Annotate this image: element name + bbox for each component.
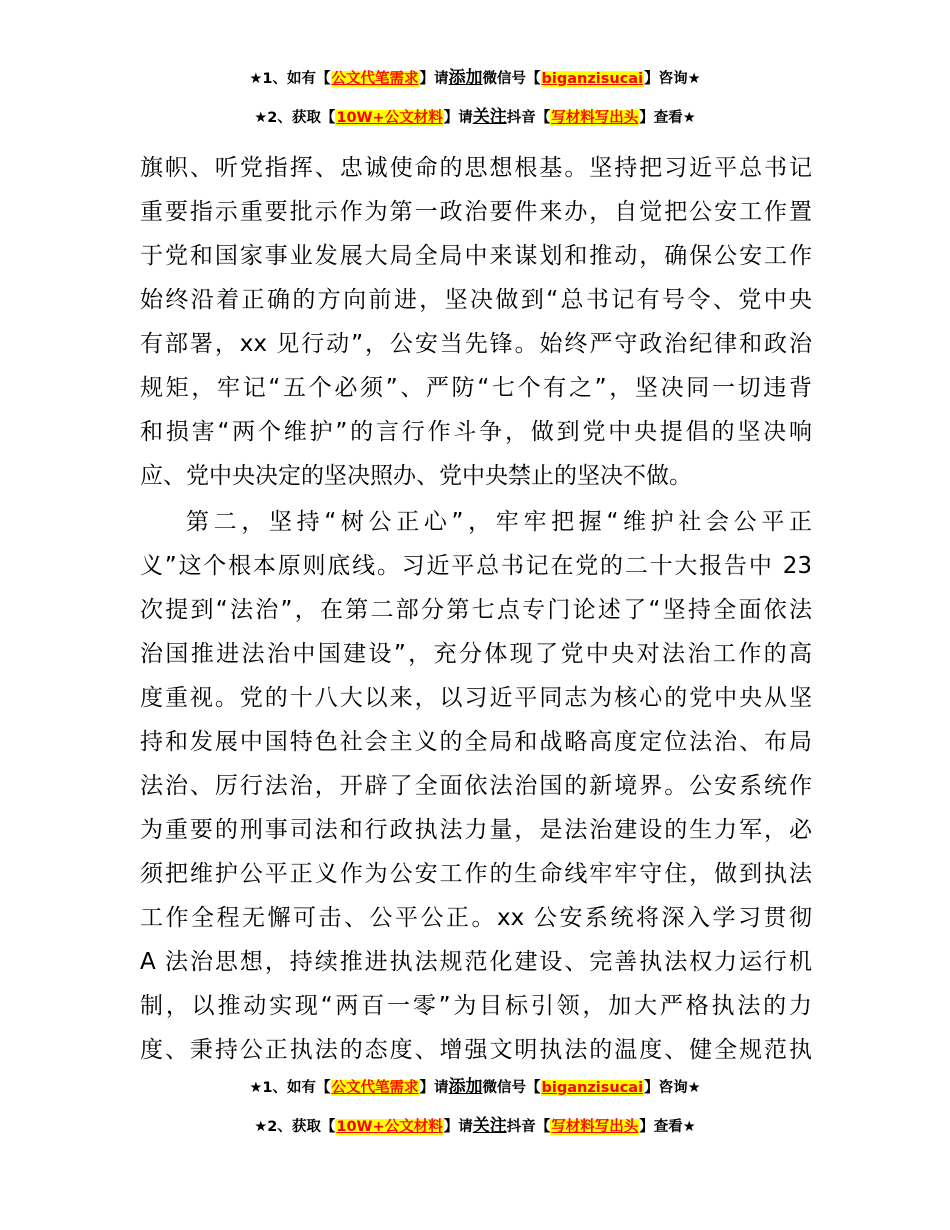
footer-promo-line-2 [0,1116,950,1137]
footer-line2-highlight-materials: 10W+公文材料 [336,1119,443,1135]
body-line: 义”这个根本原则底线。习近平总书记在党的二十大报告中 23 [140,553,812,579]
header-line1-highlight-service: 公文代笔需求 [331,71,419,87]
body-line: 度、秉持公正执法的态度、增强文明执法的温度、健全规范执 [140,1037,812,1063]
body-line: 为重要的刑事司法和行政执法力量，是法治建设的生力军，必 [140,817,812,843]
footer-line2-prefix: ★2、获取【 [254,1119,336,1135]
footer-line1-mid2: 微信号【 [482,1080,541,1096]
footer-line1-suffix: 】咨询★ [644,1080,701,1096]
body-line: 法治、厉行法治，开辟了全面依法治国的新境界。公安系统作 [140,773,812,799]
header-promo-line-1 [0,68,950,89]
footer-line2-emphasis: 关注 [472,1116,507,1136]
body-line: 工作全程无懈可击、公平公正。xx 公安系统将深入学习贯彻 [140,905,812,931]
header-line2-mid2: 抖音【 [506,110,551,126]
footer-line2-mid2: 抖音【 [506,1119,551,1135]
body-line: 于党和国家事业发展大局全局中来谋划和推动，确保公安工作 [140,243,812,269]
body-line: 度重视。党的十八大以来，以习近平同志为核心的党中央从坚 [140,685,812,711]
body-line-paragraph-start: 第二，坚持“树公正心”，牢牢把握“维护社会公平正 [186,509,812,535]
footer-line2-mid1: 】请 [443,1119,473,1135]
header-line2-prefix: ★2、获取【 [254,110,336,126]
body-line: 始终沿着正确的方向前进，坚决做到“总书记有号令、党中央 [140,287,812,313]
body-line: 规矩，牢记“五个必须”、严防“七个有之”，坚决同一切违背 [140,375,812,401]
body-line: 须把维护公平正义作为公安工作的生命线牢牢守住，做到执法 [140,861,812,887]
header-line1-emphasis: 添加 [448,68,483,88]
body-line: 有部署，xx 见行动”，公安当先锋。始终严守政治纪律和政治 [140,331,812,357]
body-line: 次提到“法治”，在第二部分第七点专门论述了“坚持全面依法 [140,597,812,623]
body-line: A 法治思想，持续推进执法规范化建设、完善执法权力运行机 [140,949,812,975]
body-line: 持和发展中国特色社会主义的全局和战略高度定位法治、布局 [140,729,812,755]
body-line: 制，以推动实现“两百一零”为目标引领，加大严格执法的力 [140,993,812,1019]
footer-promo-line-1 [0,1077,950,1098]
header-line1-mid2: 微信号【 [482,71,541,87]
header-line2-mid1: 】请 [443,110,473,126]
document-body [140,146,812,1072]
header-line2-highlight-douyin: 写材料写出头 [551,110,639,126]
footer-line1-emphasis: 添加 [448,1077,483,1097]
body-line-paragraph-end: 应、党中央决定的坚决照办、党中央禁止的坚决不做。 [140,463,692,489]
body-line: 和损害“两个维护”的言行作斗争，做到党中央提倡的坚决响 [140,419,812,445]
header-line2-suffix: 】查看★ [639,110,696,126]
body-line: 旗帜、听党指挥、忠诚使命的思想根基。坚持把习近平总书记 [140,155,812,181]
header-line1-suffix: 】咨询★ [644,71,701,87]
footer-line2-suffix: 】查看★ [639,1119,696,1135]
footer-line2-highlight-douyin: 写材料写出头 [551,1119,639,1135]
footer-line1-highlight-service: 公文代笔需求 [331,1080,419,1096]
footer-line1-mid1: 】请 [419,1080,449,1096]
body-line: 重要指示重要批示作为第一政治要件来办，自觉把公安工作置 [140,199,812,225]
header-promo-line-2 [0,107,950,128]
header-line1-highlight-wechat: biganzisucai [541,71,644,87]
footer-line1-highlight-wechat: biganzisucai [541,1080,644,1096]
header-line2-emphasis: 关注 [472,107,507,127]
body-line: 治国推进法治中国建设”，充分体现了党中央对法治工作的高 [140,641,812,667]
header-line1-prefix: ★1、如有【 [249,71,331,87]
header-line2-highlight-materials: 10W+公文材料 [336,110,443,126]
footer-line1-prefix: ★1、如有【 [249,1080,331,1096]
header-line1-mid1: 】请 [419,71,449,87]
